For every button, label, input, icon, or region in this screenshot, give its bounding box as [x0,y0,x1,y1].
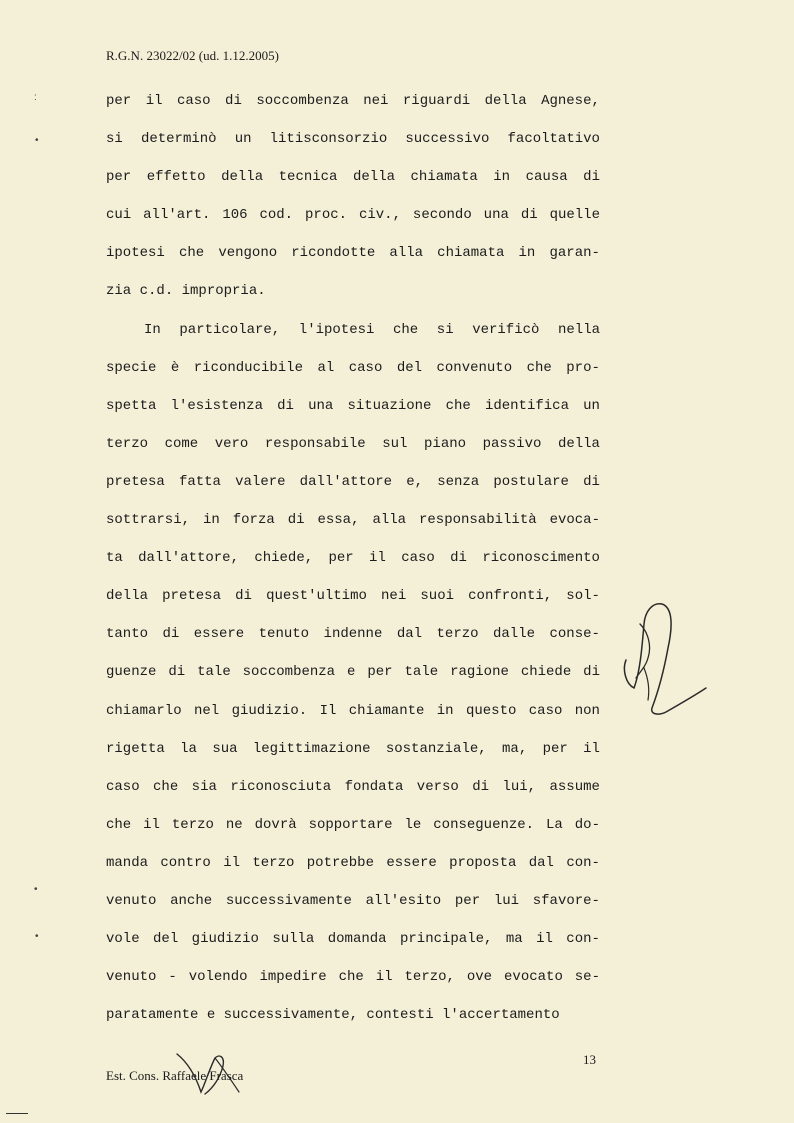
word: causa [525,169,568,186]
word: verificò [472,321,540,338]
word: tanto [106,626,149,643]
word: tecnica [278,169,338,186]
word: Il [319,702,337,719]
word: nei [363,93,389,109]
word: tale [197,664,231,681]
word: identifica [484,397,569,414]
word: chiamarlo [106,702,182,719]
word: paratamente [106,1007,199,1024]
word: situazione [347,397,432,414]
word: vole [106,931,140,948]
word: caso [401,550,435,567]
word: caso [348,359,383,376]
text-line [106,774,600,812]
text-line [106,545,600,583]
word: il [143,816,160,833]
word: sfavore- [532,892,600,909]
word: in [518,245,536,262]
word: di [277,397,294,414]
word: chiede, [254,550,314,567]
text-line [106,88,600,126]
word: le [404,816,422,833]
word: il [375,969,393,986]
word: che [393,321,419,338]
word: determinò [140,131,217,148]
word: proposta [449,854,517,871]
word: della [557,435,600,452]
word: una [483,207,509,224]
word: tale [404,664,439,681]
text-line [106,698,600,736]
word: Agnese, [541,93,600,109]
word: l'esistenza [170,397,263,414]
word: conse- [549,626,600,643]
word: chiede [520,664,572,681]
word: e [347,664,356,681]
word: confronti, [468,588,553,605]
word: terzo [436,626,479,643]
word: domanda [327,931,387,948]
word: litisconsorzio [269,131,388,148]
word: non [574,702,600,719]
word: manda [106,854,149,871]
word: sopportare [308,816,393,833]
word: per [367,664,393,681]
word: riguardi [402,93,471,109]
text-line [106,278,600,316]
word: nella [557,321,600,338]
word: di [583,473,600,490]
text-line [106,621,600,659]
word: il [145,93,163,109]
word: di [162,626,180,643]
word: effetto [146,169,206,186]
word: venuto [106,892,157,909]
word: sostanziale, [385,740,487,757]
word: all'art. [143,207,211,224]
word: in [493,169,511,186]
word: con- [566,931,600,948]
signature-line: Est. Cons. Raffaele Frasca [106,1068,244,1083]
word: del [153,931,179,948]
word: particolare, [179,321,281,338]
word: di [225,93,242,109]
word: il [223,854,240,871]
word: c.d. [139,283,174,300]
word: dalle [493,626,536,643]
word: si [436,321,454,338]
word: sottrarsi, [106,512,191,529]
word: sul [382,435,408,452]
word: come [164,435,199,452]
word: che [178,245,205,262]
word: giudizio [191,931,259,948]
word: di [583,169,600,186]
word: essere [386,854,437,871]
word: do- [574,816,600,833]
word: dal [528,854,554,871]
text-line [106,393,600,431]
word: principale, [399,931,493,948]
text-line [106,202,600,240]
word: successivamente [225,892,352,909]
word: chiamante [348,702,425,719]
word: terzo, [404,969,455,986]
word: proc. [305,207,348,224]
word: guenze [106,664,157,681]
word: contro [160,854,211,871]
word: passivo [482,435,542,452]
word: responsabilità [419,512,537,529]
word: della [484,93,527,109]
word: piano [424,435,467,452]
text-line [106,355,600,393]
word: di [472,778,490,795]
word: fatta [178,473,221,490]
word: vero [214,435,249,452]
word: tenuto [258,626,310,643]
word: facoltativo [507,131,600,148]
word: di [583,664,600,681]
text-line [106,431,600,469]
word: riconducibile [193,359,303,376]
word: In [144,321,161,338]
margin-mark: • [34,884,38,895]
word: per [454,892,481,909]
word: giudizio. [231,702,308,719]
word: dall'attore [299,473,393,490]
word: riconoscimento [482,550,600,567]
word: terzo [252,854,295,871]
word: alla [372,512,407,529]
word: soccombenza [242,664,336,681]
word: ma [505,931,523,948]
word: essa, [317,512,360,529]
text-line [106,507,600,545]
word: di [520,207,538,224]
word: cui [106,207,132,224]
handwritten-initials [618,596,718,722]
text-line [106,164,600,202]
word: nei [381,588,407,605]
word: assume [549,778,600,795]
text-line [106,926,600,964]
word: suoi [420,588,454,605]
word: zia [106,283,132,300]
word: se- [574,969,600,986]
word: alla [389,245,424,262]
word: essere [193,626,245,643]
word: dovrà [254,816,297,833]
word: forza [232,512,275,529]
text-line [106,812,600,850]
word: terzo [171,816,214,833]
word: pro- [566,359,600,376]
word: soccombenza [256,93,349,109]
document-body [106,88,600,1040]
word: riconosciuta [230,778,332,795]
word: anche [170,892,213,909]
word: legittimazione [252,740,371,757]
word: sua [212,740,238,757]
word: La [546,816,563,833]
word: potrebbe [306,854,374,871]
word: una [308,397,334,414]
word: lui [493,892,520,909]
word: il [583,740,600,757]
word: rigetta [106,740,165,757]
word: che [338,969,364,986]
word: impropria. [181,283,266,300]
word: questo [465,702,517,719]
word: della [106,588,149,605]
word: ragione [450,664,509,681]
scan-edge-mark [6,1113,28,1114]
word: specie [106,359,157,376]
word: sulla [272,931,315,948]
word: secondo [412,207,472,224]
word: e, [406,473,424,490]
word: pretesa [162,588,221,605]
word: spetta [106,397,157,414]
word: convenuto [436,359,513,376]
text-line [106,126,600,164]
word: di [450,550,467,567]
text-line [106,659,600,697]
word: il [536,931,553,948]
page-number: 13 [583,1052,596,1067]
margin-mark: • [35,135,39,146]
word: chiamata [410,169,478,186]
margin-mark: : [34,92,37,103]
word: responsabile [264,435,366,452]
word: per [106,93,132,109]
word: caso [528,702,563,719]
word: ma, [502,740,528,757]
text-line [106,736,600,774]
word: terzo [106,435,149,452]
word: lui, [502,778,537,795]
word: senza [437,473,480,490]
word: successivo [405,131,490,148]
word: in [202,512,220,529]
word: 106 [222,207,248,224]
word: verso [416,778,459,795]
word: di [287,512,305,529]
word: con- [566,854,600,871]
word: un [583,397,600,414]
word: ipotesi [106,245,165,262]
word: del [396,359,423,376]
word: postulare [493,473,569,490]
word: dal [396,626,423,643]
word: indenne [323,626,383,643]
word: e [206,1007,216,1024]
word: che [106,816,132,833]
word: caso [106,778,140,795]
word: la [180,740,197,757]
word: contesti [366,1007,434,1024]
margin-mark: • [35,931,39,942]
word: che [445,397,471,414]
word: il [369,550,386,567]
word: garan- [549,245,600,262]
word: chiamata [437,245,505,262]
word: l'accertamento [442,1007,560,1024]
word: successivamente, [223,1007,359,1024]
word: della [352,169,395,186]
word: civ., [358,207,401,224]
word: conseguenze. [433,816,535,833]
word: al [317,359,335,376]
word: ricondotte [291,245,376,262]
word: per [328,550,354,567]
word: in [436,702,454,719]
text-line [106,1002,600,1040]
word: è [170,359,180,376]
word: nel [194,702,220,719]
text-line [106,888,600,926]
word: cod. [259,207,294,224]
text-line [106,317,600,355]
word: per [106,169,132,186]
word: fondata [344,778,404,795]
text-line [106,240,600,278]
word: ta [106,550,123,567]
word: che [153,778,179,795]
word: volendo [188,969,248,986]
word: l'ipotesi [298,321,375,338]
word: quelle [549,207,600,224]
text-line [106,964,600,1002]
word: pretesa [106,473,165,490]
word: venuto [106,969,157,986]
word: caso [176,93,211,109]
word: per [542,740,568,757]
word: vengono [218,245,278,262]
word: - [168,969,177,986]
word: evoca- [549,512,600,529]
word: dall'attore, [138,550,239,567]
word: quest'ultimo [266,588,367,605]
word: ne [225,816,243,833]
word: di [168,664,186,681]
word: evocato [504,969,563,986]
word: si [106,131,123,148]
word: che [526,359,552,376]
word: sia [191,778,217,795]
word: un [234,131,252,148]
case-reference-header: R.G.N. 23022/02 (ud. 1.12.2005) [106,48,279,63]
text-line [106,850,600,888]
word: di [235,588,252,605]
word: sol- [566,588,600,605]
word: ove [466,969,493,986]
text-line [106,469,600,507]
word: all'esito [365,892,442,909]
word: della [221,169,264,186]
word: valere [235,473,286,490]
word: impedire [259,969,327,986]
text-line [106,583,600,621]
